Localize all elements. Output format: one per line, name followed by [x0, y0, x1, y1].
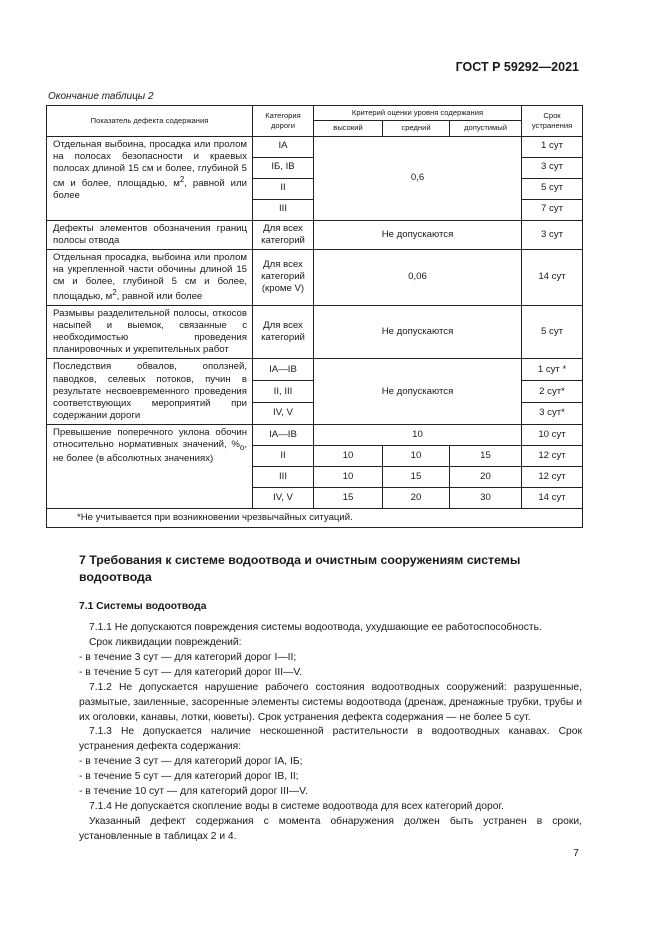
value-high: 10 — [314, 466, 383, 487]
category-cell: III — [253, 466, 314, 487]
list-item: - в течение 3 сут — для категорий дорог I—II; — [79, 651, 297, 663]
category-cell: IA — [253, 136, 314, 157]
value-medium: 20 — [383, 487, 450, 508]
header-term: Срок устранения — [522, 106, 583, 137]
header-high: высокий — [314, 121, 383, 136]
criterion-value: 0,06 — [314, 249, 522, 306]
category-cell: IA—IB — [253, 359, 314, 381]
criterion-value: Не допускаются — [314, 220, 522, 249]
category-cell: Для всех категорий (кроме V) — [253, 249, 314, 306]
table-header-row — [47, 106, 583, 121]
category-cell: IA—IB — [253, 424, 314, 445]
category-cell: Для всех категорий — [253, 220, 314, 249]
list-item: - в течение 10 сут — для категорий дорог III—V. — [79, 786, 308, 798]
header-category: Категория дороги — [253, 106, 314, 137]
category-cell: II — [253, 178, 314, 199]
defect-description: Отдельная выбоина, просадка или пролом на полосах безопасности и краевых полосах длиной 15 см и более, глубиной 5 см и более, площадью, $м^2$, равной или более — [47, 136, 253, 220]
paragraph: Срок ликвидации повреждений: — [89, 636, 242, 648]
criterion-value: 10 — [314, 424, 522, 445]
table-row — [47, 249, 583, 306]
value-acceptable: 20 — [450, 466, 522, 487]
subsection-title: 7.1 Системы водоотвода — [79, 601, 207, 612]
list-item: - в течение 5 сут — для категорий дорог III—V. — [79, 666, 303, 678]
paragraph: 7.1.3 Не допускается наличие нескошенной растительности в водоотводных канавах. Срок устранения дефекта содержания: — [79, 726, 582, 753]
term-cell: 1 сут — [522, 136, 583, 157]
table-row — [47, 306, 583, 359]
term-cell: 1 сут * — [522, 359, 583, 381]
term-cell: 10 сут — [522, 424, 583, 445]
section-body — [79, 621, 582, 845]
term-cell: 3 сут* — [522, 403, 583, 425]
defect-description: Последствия обвалов, оползней, паводков, селевых потоков, пучин в результате несвоевременного проведения соответствующих мероприятий при содержании дороги — [47, 359, 253, 424]
value-medium: 10 — [383, 445, 450, 466]
term-cell: 14 сут — [522, 249, 583, 306]
table-row — [47, 220, 583, 249]
term-cell: 12 сут — [522, 445, 583, 466]
value-medium: 15 — [383, 466, 450, 487]
defect-description: Размывы разделительной полосы, откосов насыпей и выемок, связанные с необходимостью проведения планировочных и укрепительных работ — [47, 306, 253, 359]
paragraph: 7.1.2 Не допускается нарушение рабочего состояния водоотводных сооружений: разрушенные, размытые, заиленные, засоренные элементы системы водоотвода (дренаж, дренажные трубки, трубы и их оголовки, канавы, лотки, кюветы). Срок устранения дефекта содержания — не более 5 сут. — [79, 681, 582, 723]
term-cell: 2 сут* — [522, 381, 583, 403]
header-defect: Показатель дефекта содержания — [47, 106, 253, 137]
table-row — [47, 136, 583, 157]
category-cell: IV, V — [253, 403, 314, 425]
category-cell: IV, V — [253, 487, 314, 508]
defect-description: Отдельная просадка, выбоина или пролом на укрепленной части обочины длиной 15 см и более, глубиной 5 см и более, площадью, $м^2$, равной или более — [47, 249, 253, 306]
category-cell: Для всех категорий — [253, 306, 314, 359]
table-caption: Окончание таблицы 2 — [48, 91, 154, 102]
header-medium: средний — [383, 121, 450, 136]
value-acceptable: 15 — [450, 445, 522, 466]
document-header: ГОСТ Р 59292—2021 — [455, 60, 579, 74]
list-item: - в течение 5 сут — для категорий дорог IB, II; — [79, 771, 299, 783]
term-cell: 3 сут — [522, 220, 583, 249]
table-note: *Не учитывается при возникновении чрезвычайных ситуаций. — [47, 508, 583, 527]
criterion-value: Не допускаются — [314, 359, 522, 424]
table-row — [47, 359, 583, 381]
category-cell: III — [253, 199, 314, 220]
defect-description: Дефекты элементов обозначения границ полосы отвода — [47, 220, 253, 249]
category-cell: II, III — [253, 381, 314, 403]
term-cell: 7 сут — [522, 199, 583, 220]
term-cell: 14 сут — [522, 487, 583, 508]
header-acceptable: допустимый — [450, 121, 522, 136]
list-item: - в течение 3 сут — для категорий дорог IA, IБ; — [79, 756, 303, 768]
paragraph: Указанный дефект содержания с момента обнаружения должен быть устранен в сроки, установленные в таблицах 2 и 4. — [79, 815, 582, 842]
table-note-row — [47, 508, 583, 527]
value-high: 15 — [314, 487, 383, 508]
criterion-value: 0,6 — [314, 136, 522, 220]
paragraph: 7.1.4 Не допускается скопление воды в системе водоотвода для всех категорий дорог. — [89, 801, 504, 813]
table-row — [47, 424, 583, 445]
paragraph: 7.1.1 Не допускаются повреждения системы водоотвода, ухудшающие ее работоспособность. — [89, 622, 542, 633]
category-cell: II — [253, 445, 314, 466]
defects-table — [46, 105, 583, 528]
term-cell: 12 сут — [522, 466, 583, 487]
category-cell: IБ, IB — [253, 157, 314, 178]
criterion-value: Не допускаются — [314, 306, 522, 359]
page-number: 7 — [573, 847, 579, 859]
section-title: 7 Требования к системе водоотвода и очистным сооружениям системы водоотвода — [79, 553, 521, 584]
term-cell: 3 сут — [522, 157, 583, 178]
header-criterion: Критерий оценки уровня содержания — [314, 106, 522, 121]
value-high: 10 — [314, 445, 383, 466]
value-acceptable: 30 — [450, 487, 522, 508]
defect-description: Превышение поперечного уклона обочин относительно нормативных значений, $\%_о$, не более (в абсолютных значениях) — [47, 424, 253, 508]
term-cell: 5 сут — [522, 178, 583, 199]
term-cell: 5 сут — [522, 306, 583, 359]
